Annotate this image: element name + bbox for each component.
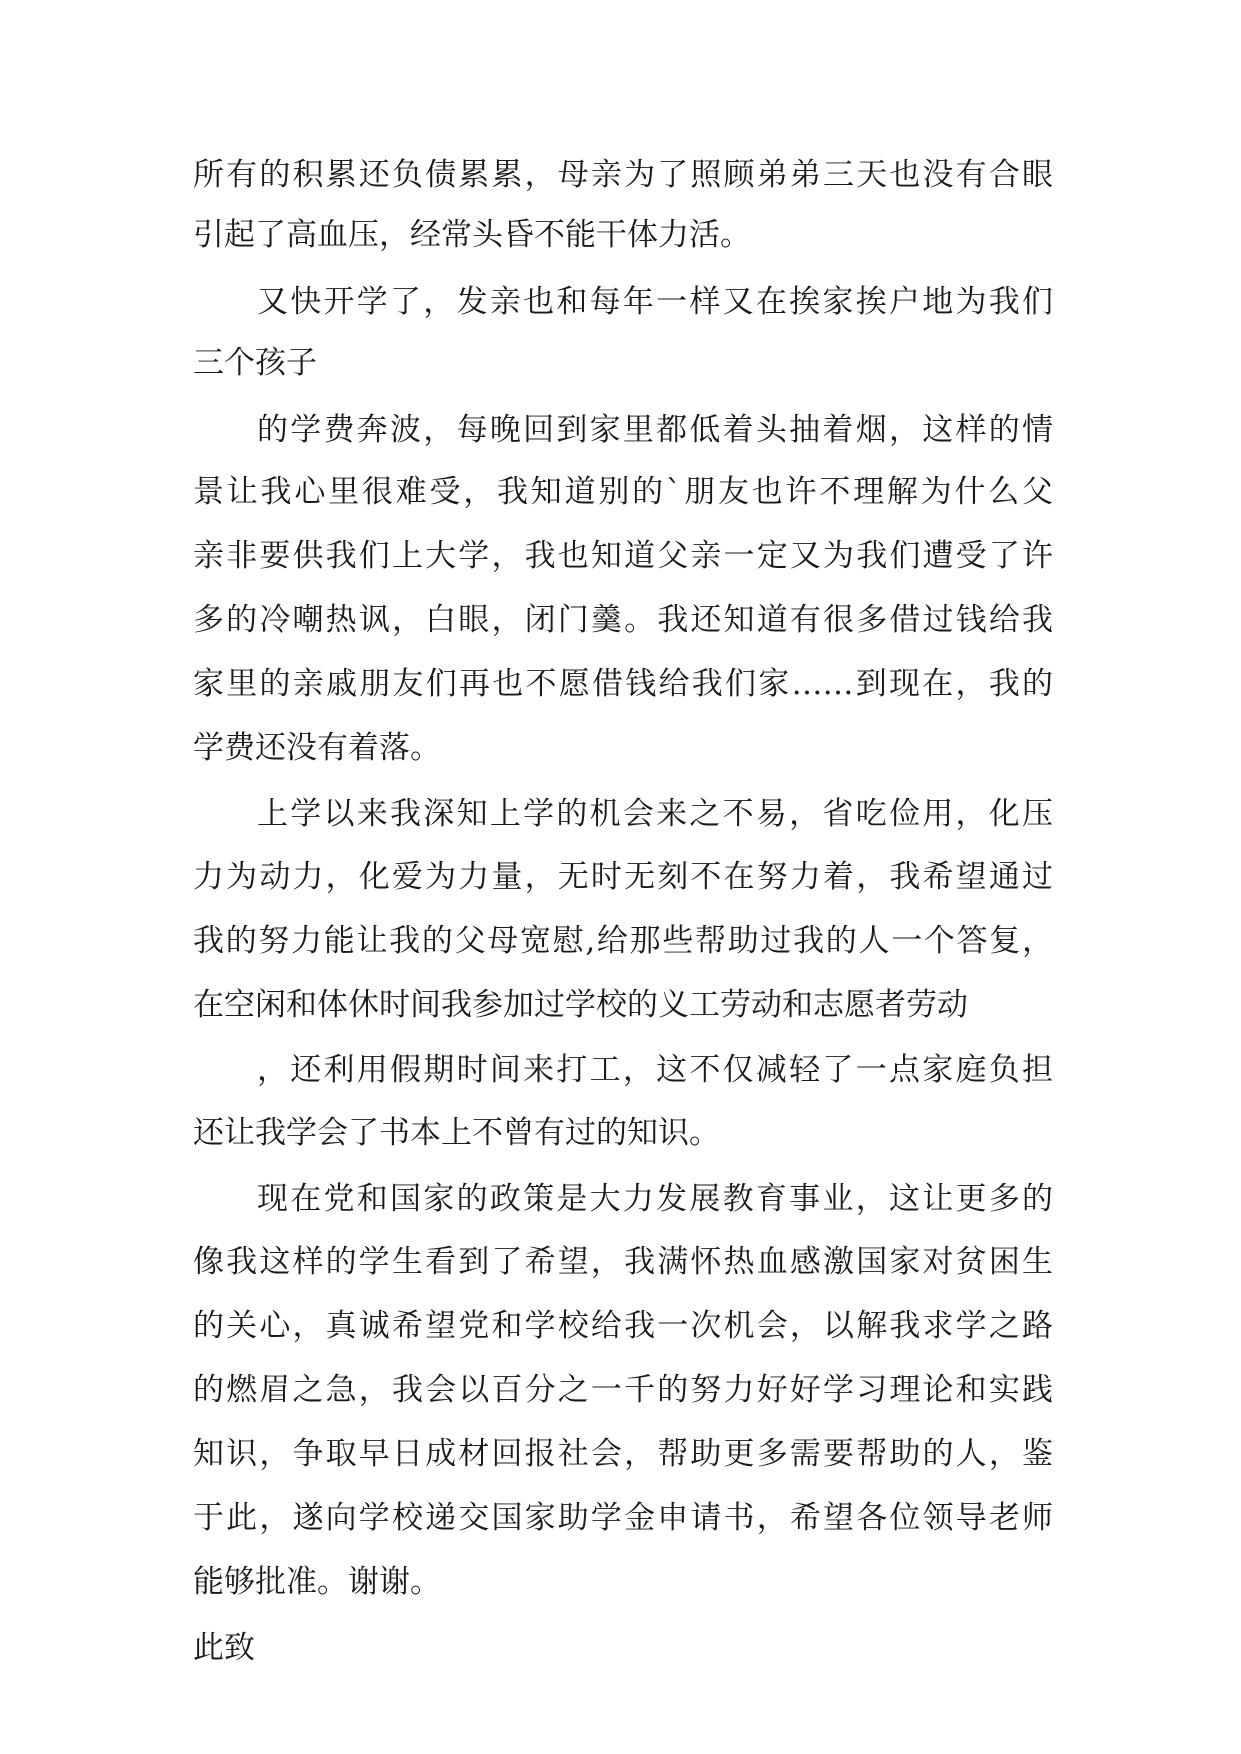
text-line: 三个孩子: [193, 345, 317, 381]
text-line: 又快开学了，发亲也和每年一样又在挨家挨户地为我们: [257, 284, 1053, 320]
text-line: 的学费奔波，每晚回到家里都低着头抽着烟，这样的情: [257, 412, 1053, 448]
text-line: 上学以来我深知上学的机会来之不易，省吃俭用，化压: [257, 796, 1053, 832]
text-line: 的燃眉之急，我会以百分之一千的努力好好学习理论和实践: [193, 1372, 1053, 1408]
text-line: 知识，争取早日成材回报社会，帮助更多需要帮助的人，鉴: [193, 1436, 1053, 1472]
text-line: 能够批准。谢谢。: [193, 1564, 441, 1600]
text-line: 景让我心里很难受，我知道别的`朋友也许不理解为什么父: [193, 474, 1053, 510]
text-line: 力为动力，化爱为力量，无时无刻不在努力着，我希望通过: [193, 859, 1053, 895]
text-line: 的关心，真诚希望党和学校给我一次机会，以解我求学之路: [193, 1308, 1053, 1344]
text-line: 现在党和国家的政策是大力发展教育事业，这让更多的: [257, 1181, 1053, 1217]
text-line: 引起了高血压，经常头昏不能干体力活。: [193, 217, 751, 253]
text-line: 我的努力能让我的父母宽慰,给那些帮助过我的人一个答复，: [193, 923, 1053, 959]
text-line: 所有的积累还负债累累，母亲为了照顾弟弟三天也没有合眼: [193, 157, 1053, 193]
text-line: 于此，遂向学校递交国家助学金申请书，希望各位领导老师: [193, 1500, 1053, 1536]
text-line: 亲非要供我们上大学，我也知道父亲一定又为我们遭受了许: [193, 538, 1053, 574]
text-line: 家里的亲戚朋友们再也不愿借钱给我们家……到现在，我的: [193, 666, 1053, 702]
closing-salutation: 此致: [193, 1630, 255, 1666]
text-line: 在空闲和体休时间我参加过学校的义工劳动和志愿者劳动: [193, 987, 968, 1023]
text-line: 还让我学会了书本上不曾有过的知识。: [193, 1115, 720, 1151]
text-line: 多的冷嘲热讽，白眼，闭门羹。我还知道有很多借过钱给我: [193, 602, 1053, 638]
text-line: ，还利用假期时间来打工，这不仅减轻了一点家庭负担: [257, 1052, 1053, 1088]
text-line: 学费还没有着落。: [193, 730, 441, 766]
text-line: 像我这样的学生看到了希望，我满怀热血感激国家对贫困生: [193, 1244, 1053, 1280]
